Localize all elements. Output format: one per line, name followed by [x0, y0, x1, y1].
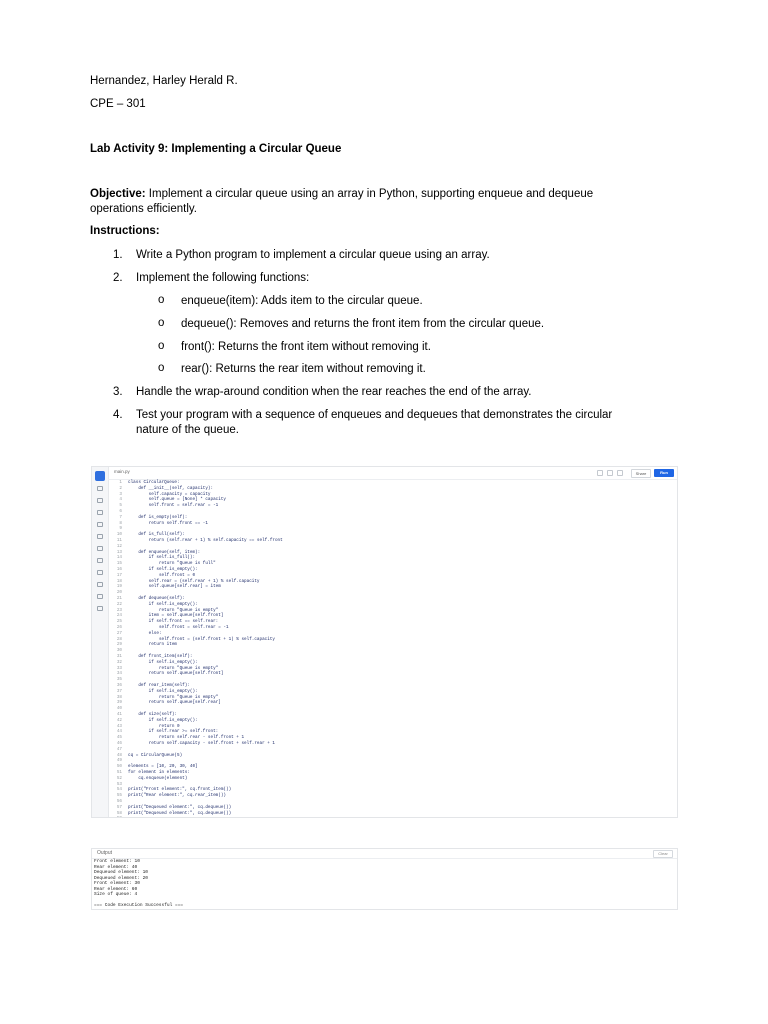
line-number: 20	[116, 590, 122, 596]
line-number: 28	[116, 636, 122, 642]
line-number: 15	[116, 561, 122, 567]
code-text: return 0	[128, 723, 180, 729]
item-number: 4.	[113, 409, 123, 421]
line-number: 12	[116, 543, 122, 549]
editor-sidebar	[92, 467, 109, 817]
code-text: return self.queue[self.rear]	[128, 700, 221, 706]
sub-item-bullet: o	[158, 340, 165, 352]
code-text: return (self.rear + 1) % self.capacity == self.front	[128, 538, 283, 543]
code-text: if self.is_empty():	[128, 601, 198, 607]
line-number: 6	[119, 509, 122, 514]
code-text: class CircularQueue:	[128, 480, 180, 485]
lab-title: Lab Activity 9: Implementing a Circular Queue	[90, 143, 342, 155]
line-number: 36	[116, 683, 122, 688]
line-number: 2	[119, 485, 122, 491]
code-text: if self.front == self.rear:	[128, 619, 219, 625]
code-editor-screenshot	[91, 466, 678, 818]
objective-text: Implement a circular queue using an array in Python, supporting enqueue and dequeue	[145, 188, 594, 200]
line-number: 26	[116, 625, 122, 630]
code-text: print("Dequeued element:", cq.dequeue())	[128, 810, 232, 816]
sub-item-bullet: o	[158, 317, 165, 329]
output-text	[94, 859, 677, 909]
line-number: 35	[116, 677, 122, 683]
code-text: self.queue = [None] * capacity	[128, 497, 226, 503]
c-icon	[97, 534, 103, 539]
line-number: 51	[116, 770, 122, 775]
line-number: 8	[119, 520, 122, 526]
code-text: if self.is_empty():	[128, 659, 198, 665]
line-number: 17	[116, 572, 122, 578]
line-number: 42	[116, 717, 122, 723]
code-text: return "Queue is empty"	[128, 607, 219, 613]
swift-icon	[97, 606, 103, 611]
code-text: cq.enqueue(element)	[128, 775, 188, 781]
code-text: if self.is_empty():	[128, 717, 198, 723]
code-text: self.capacity = capacity	[128, 491, 211, 497]
line-number: 18	[116, 578, 122, 584]
html-icon	[97, 510, 103, 515]
line-number: 22	[116, 601, 122, 607]
code-text: if self.is_full():	[128, 555, 196, 561]
code-text: else:	[128, 630, 162, 636]
code-text: return item	[128, 642, 177, 648]
code-text: return self.queue[self.front]	[128, 671, 224, 677]
line-number: 27	[116, 630, 122, 636]
code-text: def front_item(self):	[128, 654, 193, 659]
item-text: Implement the following functions:	[136, 272, 310, 284]
file-tab[interactable]: main.py	[114, 469, 130, 474]
line-number: 47	[116, 746, 122, 752]
code-text: return self.rear - self.front + 1	[128, 735, 245, 741]
line-number: 11	[116, 538, 122, 543]
objective-text-line2: operations efficiently.	[90, 203, 197, 215]
code-area[interactable]	[110, 480, 677, 817]
line-number: 41	[116, 712, 122, 717]
objective-paragraph	[90, 187, 680, 202]
fullscreen-icon[interactable]	[597, 470, 603, 476]
code-text: if self.is_empty():	[128, 688, 198, 694]
line-number: 3	[119, 491, 122, 497]
item-number: 2.	[113, 272, 123, 284]
line-number: 23	[116, 607, 122, 613]
code-text: return "Queue is full"	[128, 561, 216, 567]
line-number: 53	[116, 781, 122, 787]
line-number: 21	[116, 596, 122, 601]
cpp-icon	[97, 546, 103, 551]
code-line	[110, 538, 283, 544]
line-number: 54	[116, 787, 122, 793]
line-number: 31	[116, 654, 122, 659]
sub-item-front: front(): Returns the front item without removing it.	[181, 341, 431, 353]
line-number: 7	[119, 514, 122, 520]
code-text: return self.capacity - self.front + self.rear + 1	[128, 741, 275, 746]
objective-label: Objective:	[90, 188, 146, 200]
code-text: def enqueue(self, item):	[128, 549, 201, 555]
code-line	[110, 816, 128, 818]
output-line: === Code Execution Successful ===	[94, 903, 184, 908]
js-icon	[97, 522, 103, 527]
line-number: 32	[116, 659, 122, 665]
line-number: 39	[116, 700, 122, 706]
line-number: 19	[116, 584, 122, 590]
sub-item-bullet: o	[158, 294, 165, 306]
line-number: 57	[116, 804, 122, 810]
sub-item-bullet: o	[158, 362, 165, 374]
code-text: self.queue[self.rear] = item	[128, 584, 221, 590]
output-line: Dequeued element: 20	[94, 875, 149, 881]
code-text: self.front = self.rear = -1	[128, 503, 219, 509]
theme-icon[interactable]	[607, 470, 613, 476]
code-text: def is_empty(self):	[128, 514, 188, 520]
line-number: 13	[116, 549, 122, 555]
line-number: 46	[116, 741, 122, 746]
course-code: CPE – 301	[90, 98, 146, 110]
instructions-label: Instructions:	[90, 225, 160, 237]
line-number: 44	[116, 729, 122, 735]
line-number: 49	[116, 758, 122, 764]
code-text: self.front = self.rear = -1	[128, 625, 229, 630]
code-text: def dequeue(self):	[128, 596, 185, 601]
line-number: 30	[116, 648, 122, 654]
python-icon	[97, 486, 103, 491]
line-number: 33	[116, 665, 122, 671]
line-number: 34	[116, 671, 122, 677]
code-text: if self.is_empty():	[128, 567, 198, 572]
instruction-item-4-line2: nature of the queue.	[136, 424, 239, 436]
line-number: 4	[119, 497, 122, 503]
go-icon	[97, 582, 103, 587]
item-text: Test your program with a sequence of enqueues and dequeues that demonstrates the circular	[136, 409, 613, 421]
code-text: if self.rear >= self.front:	[128, 729, 219, 735]
sub-item-rear: rear(): Returns the rear item without removing it.	[181, 363, 426, 375]
item-number: 1.	[113, 249, 123, 261]
line-number: 1	[119, 480, 122, 485]
line-number: 43	[116, 723, 122, 729]
line-number: 38	[116, 694, 122, 700]
line-number: 48	[116, 752, 122, 758]
output-line: Dequeued element: 10	[94, 870, 149, 875]
output-header	[92, 849, 677, 859]
line-number: 9	[119, 526, 122, 532]
code-text: print("Rear element:", cq.rear_item())	[128, 793, 226, 799]
code-text: def is_full(self):	[128, 532, 185, 538]
item-text: Write a Python program to implement a circular queue using an array.	[136, 249, 490, 261]
share-icon[interactable]	[617, 470, 623, 476]
java-icon	[97, 558, 103, 563]
line-number: 29	[116, 642, 122, 648]
r-icon	[97, 570, 103, 575]
code-text: print("Dequeued element:", cq.dequeue())	[128, 804, 232, 810]
line-number	[110, 816, 122, 818]
line-number: 25	[116, 619, 122, 625]
output-line: Size of queue: 4	[94, 892, 138, 897]
run-button[interactable]: Run	[654, 469, 674, 477]
line-number: 52	[116, 775, 122, 781]
item-number: 3.	[113, 386, 123, 398]
sql-icon	[97, 498, 103, 503]
output-line: Rear element: 40	[94, 864, 138, 870]
sub-item-dequeue: dequeue(): Removes and returns the front item from the circular queue.	[181, 318, 545, 330]
output-title: Output	[97, 850, 113, 856]
line-number: 50	[116, 764, 122, 770]
code-text: self.rear = (self.rear + 1) % self.capacity	[128, 578, 260, 584]
output-line: Rear element: 60	[94, 886, 138, 892]
code-text: print("Front element:", cq.front_item())	[128, 787, 232, 793]
code-text: def size(self):	[128, 712, 177, 717]
app-logo-icon	[95, 471, 105, 481]
line-number: 5	[119, 503, 122, 509]
code-text: for element in elements:	[128, 770, 190, 775]
code-text: return "Queue is empty"	[128, 665, 219, 671]
line-number: 24	[116, 613, 122, 619]
line-number: 14	[116, 555, 122, 561]
output-panel	[91, 848, 678, 910]
code-line	[110, 741, 275, 747]
clear-button[interactable]: Clear	[653, 850, 673, 858]
php-icon	[97, 594, 103, 599]
output-line: Front element: 10	[94, 859, 140, 864]
code-text: elements = [10, 20, 30, 40]	[128, 764, 198, 770]
output-line: Front element: 30	[94, 881, 140, 886]
sub-item-enqueue: enqueue(item): Adds item to the circular queue.	[181, 295, 423, 307]
code-text: return "Queue is empty"	[128, 694, 219, 700]
code-text: return self.front == -1	[128, 520, 208, 526]
line-number: 40	[116, 706, 122, 712]
code-text: self.front = 0	[128, 572, 196, 578]
line-number: 56	[116, 799, 122, 804]
code-text: cq = CircularQueue(5)	[128, 752, 183, 758]
item-text: Handle the wrap-around condition when the rear reaches the end of the array.	[136, 386, 532, 398]
line-number: 37	[116, 688, 122, 694]
student-name: Hernandez, Harley Herald R.	[90, 75, 238, 87]
code-text: def __init__(self, capacity):	[128, 485, 214, 491]
share-button[interactable]: Share	[631, 469, 651, 478]
line-number: 16	[116, 567, 122, 572]
editor-toolbar	[108, 467, 677, 480]
code-line	[110, 811, 231, 817]
code-text: self.front = (self.front + 1) % self.capacity	[128, 636, 275, 642]
code-text: item = self.queue[self.front]	[128, 613, 224, 619]
line-number: 10	[116, 532, 122, 538]
code-text: def rear_item(self):	[128, 683, 190, 688]
line-number: 58	[116, 810, 122, 816]
line-number: 45	[116, 735, 122, 741]
line-number: 55	[116, 793, 122, 799]
